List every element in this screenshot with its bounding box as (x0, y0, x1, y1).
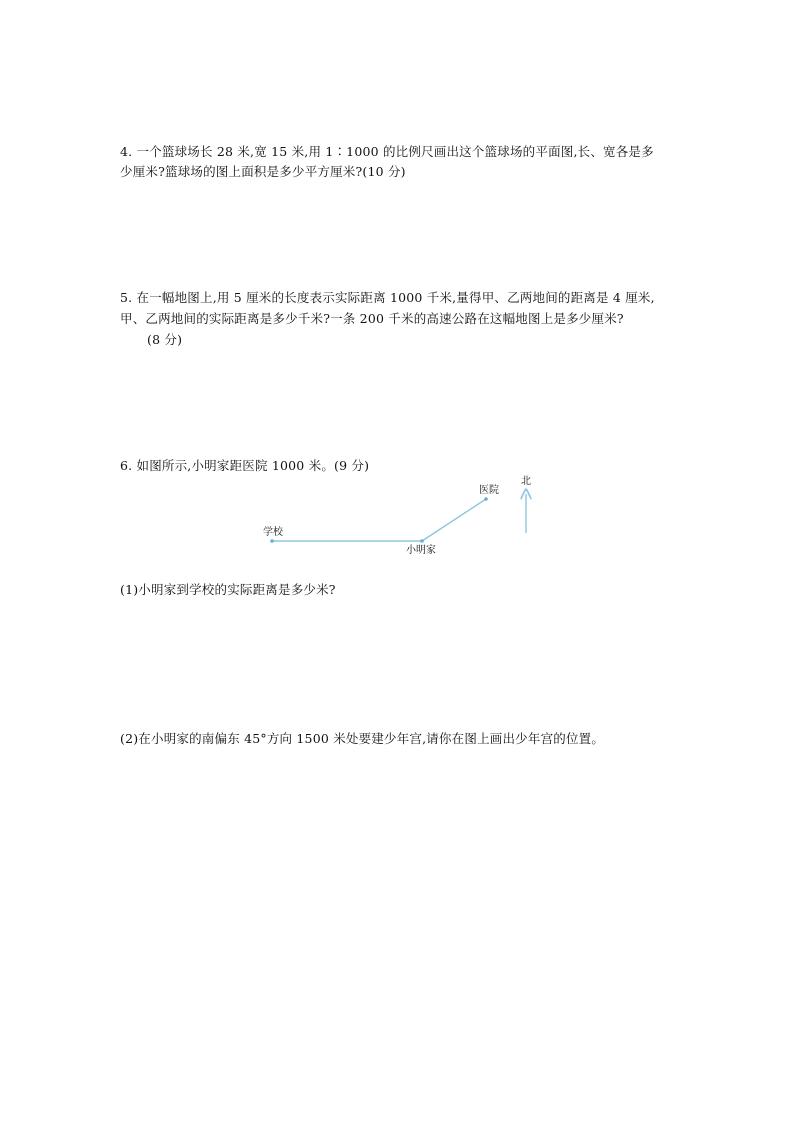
q6-sub-1: (1)小明家到学校的实际距离是多少米? (120, 582, 336, 597)
q5-line-1: 5. 在一幅地图上,用 5 厘米的长度表示实际距离 1000 千米,量得甲、乙两地间的距离是 4 厘米, (120, 290, 655, 305)
school-point (270, 539, 274, 543)
school-label: 学校 (263, 527, 283, 538)
home-hospital-line (422, 499, 486, 541)
q6-sub-2: (2)在小明家的南偏东 45°方向 1500 米处要建少年宫,请你在图上画出少年宫的位置。 (120, 731, 605, 746)
hospital-point (484, 497, 488, 501)
q5-line-3: (8 分) (147, 332, 183, 347)
q4-line-1: 4. 一个篮球场长 28 米,宽 15 米,用 1∶1000 的比例尺画出这个篮球场的平面图,长、宽各是多 (120, 144, 654, 159)
q4-line-2: 少厘米?篮球场的图上面积是多少平方厘米?(10 分) (120, 164, 406, 179)
north-label: 北 (521, 476, 531, 487)
q5-line-2: 甲、乙两地间的实际距离是多少千米?一条 200 千米的高速公路在这幅地图上是多少厘米? (120, 311, 624, 326)
home-label: 小明家 (406, 545, 436, 556)
hospital-label: 医院 (479, 485, 499, 496)
home-point (420, 539, 424, 543)
q6-line-1: 6. 如图所示,小明家距医院 1000 米。(9 分) (120, 458, 370, 473)
